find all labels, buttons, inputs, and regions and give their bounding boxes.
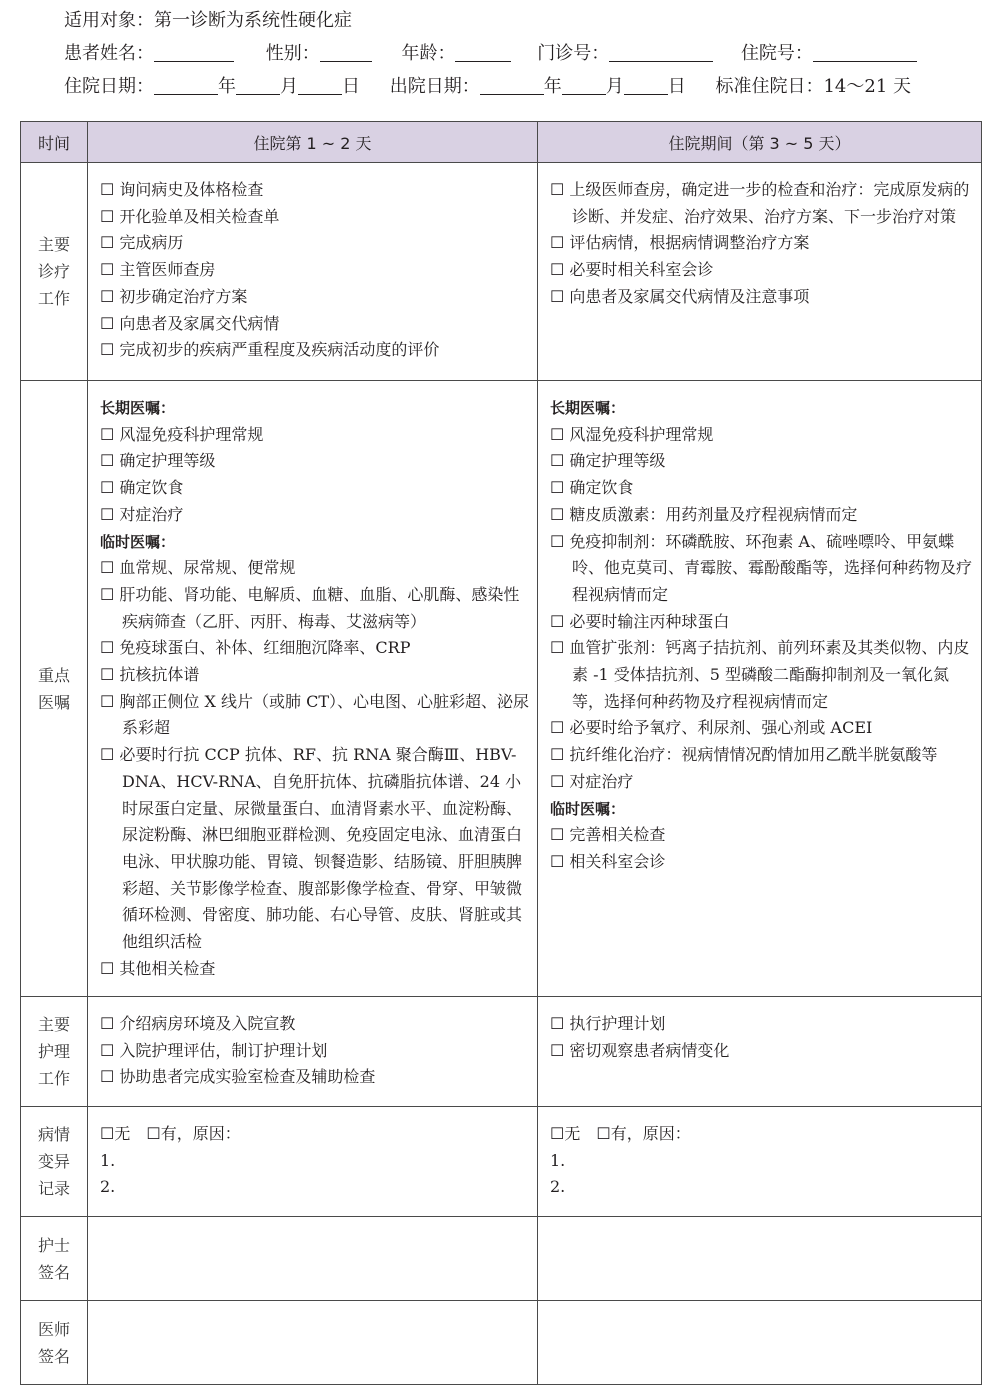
discharge-month-field[interactable] <box>562 76 606 95</box>
variation-day3-cell <box>538 1107 982 1217</box>
patient-info-line <box>64 37 984 70</box>
row-label-main-work: 主要 诊疗 工作 <box>21 163 88 381</box>
checklist-item[interactable]: ☐ 协助患者完成实验室检查及辅助检查 <box>100 1067 376 1087</box>
row-label-variation: 病情 变异 记录 <box>21 1107 88 1217</box>
row-orders <box>21 381 982 997</box>
sex-field[interactable] <box>320 43 372 62</box>
checklist-item[interactable]: ☐ 确定护理等级 <box>550 451 666 471</box>
col-header-day1-2: 住院第 1 ~ 2 天 <box>88 122 538 163</box>
nurse-sign-day1-field[interactable] <box>88 1217 538 1301</box>
row-label-doctor-sign: 医师 签名 <box>21 1301 88 1385</box>
long-term-orders-title: 长期医嘱： <box>100 399 176 417</box>
long-term-orders-title: 长期医嘱： <box>550 399 626 417</box>
applicable-target: 适用对象：第一诊断为系统性硬化症 <box>64 10 352 31</box>
checklist-item[interactable]: ☐ 相关科室会诊 <box>550 851 666 871</box>
checklist-item[interactable]: ☐ 完成病历 <box>100 233 184 253</box>
dates-line <box>64 70 984 103</box>
checklist-item[interactable]: ☐ 确定饮食 <box>100 478 184 498</box>
admit-day-unit: 日 <box>342 76 360 97</box>
variation-reason-1[interactable]: 1. <box>100 1150 116 1170</box>
variation-day1-cell <box>88 1107 538 1217</box>
sex-label: 性别： <box>265 43 320 64</box>
col-header-time: 时间 <box>21 122 88 163</box>
checklist-item[interactable]: ☐ 胸部正侧位 X 线片（或肺 CT）、心电图、心脏彩超、泌尿系彩超 <box>100 691 529 738</box>
checklist-item[interactable]: ☐ 必要时输注丙种球蛋白 <box>550 611 730 631</box>
row-main-work <box>21 163 982 381</box>
col-header-day3-5: 住院期间（第 3 ~ 5 天） <box>538 122 982 163</box>
row-nursing <box>21 997 982 1107</box>
doctor-sign-day3-field[interactable] <box>538 1301 982 1385</box>
admit-date-label: 住院日期： <box>64 76 154 97</box>
admit-year-unit: 年 <box>218 76 236 97</box>
admit-month-field[interactable] <box>236 76 280 95</box>
variation-reason-2[interactable]: 2. <box>100 1177 116 1197</box>
variation-options[interactable]: ☐无 ☐有，原因： <box>100 1124 241 1143</box>
patient-name-label: 患者姓名： <box>64 43 154 64</box>
checklist-item[interactable]: ☐ 执行护理计划 <box>550 1014 666 1033</box>
checklist-item[interactable]: ☐ 血管扩张剂：钙离子拮抗剂、前列环素及其类似物、内皮素 -1 受体拮抗剂、5 型磷酸二酯酶抑制剂及一氧化氮等，选择何种药物及疗程视病情而定 <box>550 638 970 711</box>
checklist-item[interactable]: ☐ 完成初步的疾病严重程度及疾病活动度的评价 <box>100 340 440 360</box>
checklist-item[interactable]: ☐ 风湿免疫科护理常规 <box>550 424 714 444</box>
checklist-item[interactable]: ☐ 询问病史及体格检查 <box>100 180 264 199</box>
checklist-item[interactable]: ☐ 初步确定治疗方案 <box>100 286 248 306</box>
orders-day1-cell <box>88 381 538 997</box>
age-label: 年龄： <box>401 43 456 64</box>
patient-name-field[interactable] <box>154 43 234 62</box>
admit-day-field[interactable] <box>298 76 342 95</box>
checklist-item[interactable]: ☐ 对症治疗 <box>100 504 184 524</box>
nursing-day1-cell <box>88 997 538 1107</box>
checklist-item[interactable]: ☐ 主管医师查房 <box>100 260 216 280</box>
temporary-orders-title: 临时医嘱： <box>100 532 176 551</box>
orders-day3-cell <box>538 381 982 997</box>
row-variation <box>21 1107 982 1217</box>
checklist-item[interactable]: ☐ 风湿免疫科护理常规 <box>100 424 264 444</box>
discharge-date-label: 出院日期： <box>389 76 480 97</box>
inpatient-no-field[interactable] <box>813 43 917 62</box>
checklist-item[interactable]: ☐ 必要时行抗 CCP 抗体、RF、抗 RNA 聚合酶Ⅲ、HBV-DNA、HCV-RNA、自免肝抗体、抗磷脂抗体谱、24 小时尿蛋白定量、尿微量蛋白、血清肾素水平、血淀粉酶、尿淀粉酶、淋巴细胞亚群检测、免疫固定电泳、血清蛋白电泳、甲状腺功能、胃镜、钡餐造影、结肠镜、肝胆胰脾彩超、关节影像学检查、腹部影像学检查、骨穿、甲皱微循环检测、骨密度、肺功能、右心导管、皮肤、肾脏或其他组织活检 <box>100 745 523 952</box>
checklist-item[interactable]: ☐ 向患者及家属交代病情 <box>100 313 280 333</box>
row-doctor-sign <box>21 1301 982 1385</box>
variation-reason-1[interactable]: 1. <box>550 1150 566 1170</box>
discharge-day-unit: 日 <box>667 76 686 97</box>
inpatient-no-label: 住院号： <box>740 43 813 64</box>
checklist-item[interactable]: ☐ 确定饮食 <box>550 478 634 498</box>
checklist-item[interactable]: ☐ 对症治疗 <box>550 771 634 791</box>
discharge-year-field[interactable] <box>480 76 544 95</box>
checklist-item[interactable]: ☐ 必要时给予氧疗、利尿剂、强心剂或 ACEI <box>550 718 873 738</box>
checklist-item[interactable]: ☐ 完善相关检查 <box>550 825 666 845</box>
checklist-item[interactable]: ☐ 肝功能、肾功能、电解质、血糖、血脂、心肌酶、感染性疾病筛查（乙肝、丙肝、梅毒、艾滋病等） <box>100 584 520 631</box>
discharge-month-unit: 月 <box>605 76 624 97</box>
checklist-item[interactable]: ☐ 免疫球蛋白、补体、红细胞沉降率、CRP <box>100 638 411 658</box>
checklist-item[interactable]: ☐ 入院护理评估，制订护理计划 <box>100 1040 328 1060</box>
checklist-item[interactable]: ☐ 密切观察患者病情变化 <box>550 1040 730 1060</box>
age-field[interactable] <box>455 43 511 62</box>
table-header-row <box>21 122 982 163</box>
clinical-pathway-table <box>20 121 982 1385</box>
row-label-nursing: 主要 护理 工作 <box>21 997 88 1107</box>
checklist-item[interactable]: ☐ 评估病情，根据病情调整治疗方案 <box>550 233 810 253</box>
checklist-item[interactable]: ☐ 血常规、尿常规、便常规 <box>100 558 296 578</box>
row-nurse-sign <box>21 1217 982 1301</box>
checklist-item[interactable]: ☐ 必要时相关科室会诊 <box>550 260 714 280</box>
checklist-item[interactable]: ☐ 其他相关检查 <box>100 958 216 978</box>
checklist-item[interactable]: ☐ 介绍病房环境及入院宣教 <box>100 1014 296 1033</box>
variation-options[interactable]: ☐无 ☐有，原因： <box>550 1124 691 1143</box>
nurse-sign-day3-field[interactable] <box>538 1217 982 1301</box>
checklist-item[interactable]: ☐ 糖皮质激素：用药剂量及疗程视病情而定 <box>550 504 858 524</box>
discharge-day-field[interactable] <box>624 76 668 95</box>
row-label-nurse-sign: 护士 签名 <box>21 1217 88 1301</box>
admit-month-unit: 月 <box>280 76 298 97</box>
main-work-day1-cell <box>88 163 538 381</box>
main-work-day3-cell <box>538 163 982 381</box>
standard-stay: 标准住院日：14～21 天 <box>715 76 911 97</box>
checklist-item[interactable]: ☐ 确定护理等级 <box>100 451 216 471</box>
admit-year-field[interactable] <box>154 76 218 95</box>
checklist-item[interactable]: ☐ 抗核抗体谱 <box>100 665 200 685</box>
checklist-item[interactable]: ☐ 开化验单及相关检查单 <box>100 206 280 226</box>
clinic-no-field[interactable] <box>609 43 713 62</box>
clinic-no-label: 门诊号： <box>537 43 610 64</box>
doctor-sign-day1-field[interactable] <box>88 1301 538 1385</box>
temporary-orders-title: 临时医嘱： <box>550 799 626 818</box>
checklist-item[interactable]: ☐ 免疫抑制剂：环磷酰胺、环孢素 A、硫唑嘌呤、甲氨蝶呤、他克莫司、青霉胺、霉酚酸酯等，选择何种药物及疗程视病情而定 <box>550 531 973 604</box>
variation-reason-2[interactable]: 2. <box>550 1177 566 1197</box>
checklist-item[interactable]: ☐ 抗纤维化治疗：视病情情况酌情加用乙酰半胱氨酸等 <box>550 745 938 765</box>
discharge-year-unit: 年 <box>543 76 562 97</box>
nursing-day3-cell <box>538 997 982 1107</box>
document-header <box>64 4 984 103</box>
checklist-item[interactable]: ☐ 向患者及家属交代病情及注意事项 <box>550 286 810 306</box>
row-label-orders: 重点 医嘱 <box>21 381 88 997</box>
checklist-item[interactable]: ☐ 上级医师查房，确定进一步的检查和治疗：完成原发病的诊断、并发症、治疗效果、治疗方案、下一步治疗对策 <box>550 180 970 226</box>
